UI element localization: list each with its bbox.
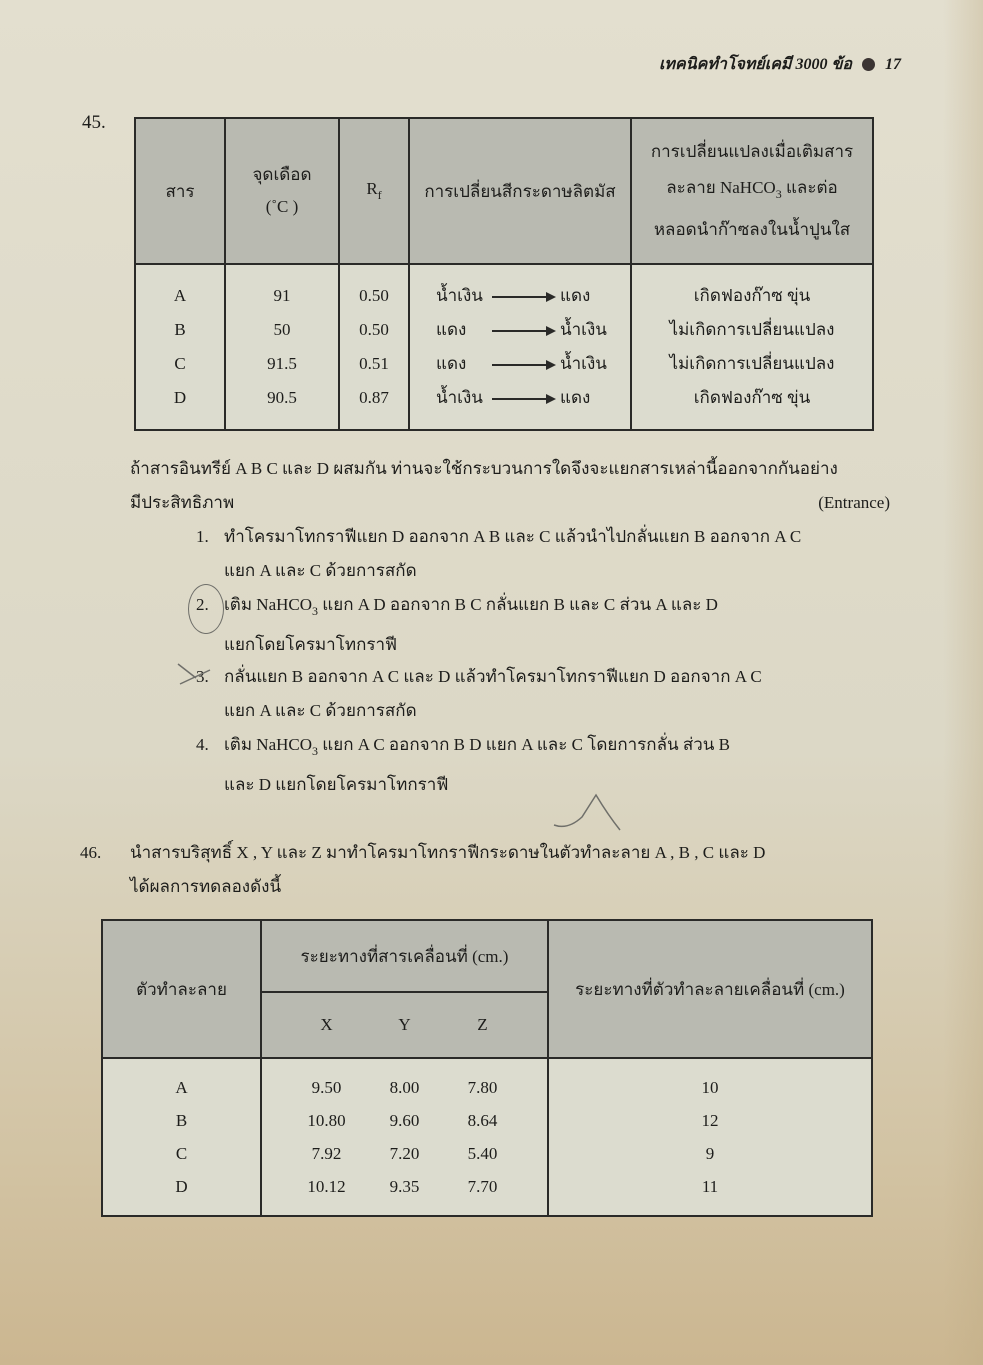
table-body-row (135, 264, 873, 430)
solvent-distance-column: 10 12 9 11 (548, 1058, 872, 1216)
q45-properties-table (134, 117, 874, 431)
table-header-row (102, 920, 872, 992)
solvent-column: A B C D (102, 1058, 261, 1216)
litmus-column (409, 264, 631, 430)
header-substance: สาร (135, 118, 225, 264)
arrow-right-icon (492, 364, 554, 366)
q45-question-text: ถ้าสารอินทรีย์ A B C และ D ผสมกัน ท่านจะใช้กระบวนการใดจึงจะแยกสารเหล่านี้ออกจากกันอย่าง มีประสิทธิภาพ (Entrance) (130, 452, 890, 520)
q45-option-3: 3. กลั่นแยก B ออกจาก A C และ D แล้วทำโครมาโทกราฟีแยก D ออกจาก A C แยก A และ C ด้วยการสกัด (196, 667, 762, 720)
litmus-change: แดง น้ำเงิน (436, 354, 607, 373)
table-header-row (135, 118, 873, 264)
q45-option-2: 2. เติม NaHCO$_3$ แยก A D ออกจาก B C กลั่นแยก B และ C ส่วน A และ D แยกโดยโครมาโทกราฟี (196, 595, 718, 654)
boiling-point-column: 91 50 91.5 90.5 (225, 264, 339, 430)
arrow-right-icon (492, 296, 554, 298)
litmus-change: แดง น้ำเงิน (436, 320, 607, 339)
litmus-change: น้ำเงิน แดง (436, 388, 591, 407)
xyz-distance-column: 9.50 8.00 7.80 10.80 9.60 8.64 7.92 7.20 5.40 10.12 9.35 7.70 (261, 1058, 548, 1216)
pencil-circle-mark (188, 584, 224, 634)
header-solvent: ตัวทำละลาย (102, 920, 261, 1058)
arrow-right-icon (492, 398, 554, 400)
question-45-number: 45. (82, 112, 106, 133)
header-xyz: X Y Z (261, 992, 548, 1058)
q45-option-4: 4. เติม NaHCO$_3$ แยก A C ออกจาก B D แยก A และ C โดยการกลั่น ส่วน B และ D แยกโดยโครมาโทกราฟี (196, 735, 731, 794)
table-body-row (102, 1058, 872, 1216)
pencil-caret-mark-icon (548, 775, 638, 835)
q46-question-text: 46. นำสารบริสุทธิ์ X , Y และ Z มาทำโครมาโทกราฟีกระดาษในตัวทำละลาย A , B , C และ D ได้ผลการทดลองดังนี้ (80, 836, 890, 904)
header-rf: $R_f$ (339, 118, 409, 264)
question-46-number: 46. (80, 843, 102, 862)
bullet-dot-icon (862, 58, 875, 71)
nahco3-column: เกิดฟองก๊าซ ขุ่น ไม่เกิดการเปลี่ยนแปลง ไม่เกิดการเปลี่ยนแปลง เกิดฟองก๊าซ ขุ่น (631, 264, 873, 430)
book-title: เทคนิคทำโจทย์เคมี 3000 ข้อ (658, 56, 852, 73)
page-number: 17 (885, 55, 901, 73)
source-tag: (Entrance) (818, 493, 890, 512)
arrow-right-icon (492, 330, 554, 332)
header-solvent-distance: ระยะทางที่ตัวทำละลายเคลื่อนที่ (cm.) (548, 920, 872, 1058)
rf-column: 0.50 0.50 0.51 0.87 (339, 264, 409, 430)
header-substance-distance: ระยะทางที่สารเคลื่อนที่ (cm.) (261, 920, 548, 992)
q45-option-1: 1. ทำโครมาโทกราฟีแยก D ออกจาก A B และ C แล้วนำไปกลั่นแยก B ออกจาก A C แยก A และ C ด้วยการสกัด (196, 527, 802, 580)
substance-column: A B C D (135, 264, 225, 430)
q46-chromatography-table (101, 919, 873, 1217)
running-header (659, 52, 901, 77)
pencil-x-mark-icon (176, 660, 216, 686)
header-nahco3-reaction: การเปลี่ยนแปลงเมื่อเติมสาร ละลาย NaHCO$_3$ และต่อ หลอดนำก๊าซลงในน้ำปูนใส (631, 118, 873, 264)
litmus-change: น้ำเงิน แดง (436, 286, 591, 305)
header-litmus: การเปลี่ยนสีกระดาษลิตมัส (409, 118, 631, 264)
header-boiling-point: จุดเดือด (˚C ) (225, 118, 339, 264)
page-edge-shadow (943, 0, 983, 1365)
